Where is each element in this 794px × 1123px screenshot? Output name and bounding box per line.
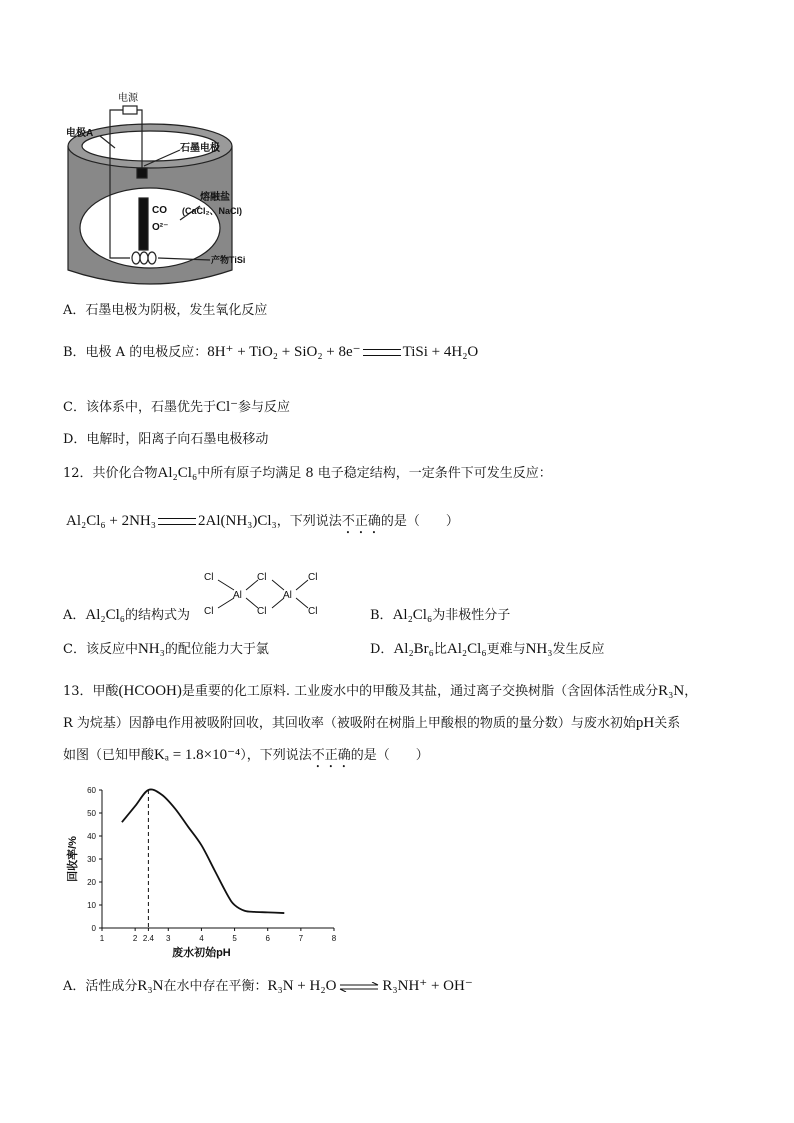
molten-salt-composition: (CaCl₂、NaCl): [182, 206, 243, 216]
q13-r3n: R₃N: [658, 683, 685, 699]
q13-l3-post: 的是（ ）: [350, 748, 429, 763]
q12-d-c2: Al₂Cl₆: [446, 641, 487, 657]
q13-stem-line3: [63, 744, 429, 771]
q12-compound: Al₂Cl₆: [157, 465, 198, 481]
y-tick-label: 60: [87, 786, 96, 795]
q11-b-label: B．电极 A 的电极反应：: [63, 345, 208, 360]
y-tick-label: 50: [87, 809, 96, 818]
q12-option-d: [370, 638, 605, 658]
electrolysis-apparatus: [60, 88, 290, 293]
q13-pre: 13．甲酸: [63, 684, 119, 699]
al-atom: Al: [283, 590, 292, 601]
y-tick-label: 40: [87, 832, 96, 841]
q11-b-rhs: TiSi + 4H₂O: [402, 344, 479, 360]
q13-a-mid: 在水中存在平衡：: [163, 979, 268, 994]
q12-d-mid: 比: [433, 642, 447, 657]
q12-b-pre: B．: [370, 608, 393, 623]
q13-formic: (HCOOH): [118, 683, 182, 699]
x-tick-label: 1: [99, 934, 105, 943]
y-tick-label: 30: [87, 855, 96, 864]
recovery-rate-chart: [62, 782, 352, 962]
q11-option-b: [63, 341, 478, 361]
molten-salt-label: 熔融盐: [200, 192, 230, 203]
q12-c-comp: NH₃: [137, 641, 165, 657]
al2cl6-structure: [200, 568, 330, 620]
q11-c-pre: C．该体系中，石墨优先于: [63, 400, 216, 415]
q13-stem-line2: [63, 712, 680, 732]
q12-d-c1: Al₂Br₆: [393, 641, 434, 657]
q11-b-lhs: 8H⁺ + TiO₂ + SiO₂ + 8e⁻: [207, 344, 361, 360]
q13-l2: R 为烷基）因静电作用被吸附回收，其回收率（被吸附在树脂上甲酸根的物质的量分数）与废水初始: [63, 716, 636, 731]
q12-option-a: [63, 604, 190, 624]
x-tick-label: 2.4: [142, 934, 154, 943]
oxide-ion-label: O²⁻: [152, 222, 169, 233]
q12-a-pre: A．: [63, 608, 86, 623]
q11-c-ion: Cl⁻: [215, 399, 239, 415]
graphite-label: 石墨电极: [180, 143, 220, 154]
cl-atom: Cl: [257, 572, 267, 583]
cl-atom: Cl: [257, 606, 267, 617]
q13-l2-end: 关系: [654, 716, 681, 731]
cl-atom: Cl: [204, 572, 214, 583]
q12-c-post: 的配位能力大于氯: [164, 642, 269, 657]
q13-ph: pH: [635, 715, 655, 731]
y-tick-label: 20: [87, 878, 96, 887]
q12-option-b: [370, 604, 510, 624]
q12-stem: [63, 462, 552, 482]
al-atom: Al: [233, 590, 242, 601]
q13-l3-mid: ），下列说法: [240, 748, 312, 763]
q12-d-pre: D．: [370, 642, 394, 657]
q13-ka: Kₐ = 1.8×10⁻⁴: [154, 747, 241, 763]
q12-ask-pre: ，下列说法: [276, 514, 342, 529]
x-tick-label: 8: [331, 934, 337, 943]
power-label: 电源: [118, 93, 138, 104]
q12-c-pre: C．该反应中: [63, 642, 138, 657]
q13-a-r3n: R₃N: [137, 978, 164, 994]
q12-a-comp: Al₂Cl₆: [85, 607, 126, 623]
equals-sign: [158, 518, 196, 525]
q11-option-c: [63, 396, 290, 416]
electrode-a-label: 电极A: [66, 128, 94, 139]
q13-option-a: [63, 975, 473, 995]
x-tick-label: 2: [132, 934, 138, 943]
q12-ask-post: 的是（ ）: [380, 514, 459, 529]
cl-atom: Cl: [308, 572, 318, 583]
x-tick-label: 5: [232, 934, 237, 943]
q13-emphasis: 不正确: [311, 748, 351, 763]
q13-a-pre: A．活性成分: [63, 979, 138, 994]
chart-x-axis-label: 废水初始pH: [172, 947, 231, 959]
equilibrium-arrow: [338, 982, 380, 992]
co-label: CO: [152, 205, 167, 216]
x-tick-label: 7: [298, 934, 304, 943]
q13-l1-post: 是重要的化工原料. 工业废水中的甲酸及其盐，通过离子交换树脂（含固体活性成分: [181, 684, 659, 699]
q12-d-c3: NH₃: [525, 641, 553, 657]
q12-pre: 12．共价化合物: [63, 466, 158, 481]
x-tick-label: 3: [166, 934, 171, 943]
q12-eq-lhs: Al₂Cl₆ + 2NH₃: [66, 513, 156, 529]
y-tick-label: 10: [87, 901, 96, 910]
q13-l3-pre: 如图（已知甲酸: [63, 748, 155, 763]
q12-equation: [66, 510, 459, 537]
q11-option-a: A．石墨电极为阴极，发生氧化反应: [63, 303, 268, 318]
chart-series-line: [122, 789, 284, 913]
q13-a-lhs: R₃N + H₂O: [267, 978, 337, 994]
q12-a-post: 的结构式为: [125, 608, 191, 623]
q11-c-post: 参与反应: [238, 400, 291, 415]
q13-stem-line1: [63, 680, 697, 700]
y-tick-label: 0: [91, 924, 96, 933]
x-tick-label: 6: [265, 934, 270, 943]
equals-sign: [363, 349, 401, 356]
q13-l1-end: ，: [684, 684, 698, 699]
chart-y-axis-label: 回收率/%: [67, 836, 79, 882]
cl-atom: Cl: [204, 606, 214, 617]
product-label: 产物TiSi: [211, 255, 246, 265]
q12-d-mid2: 更难与: [486, 642, 526, 657]
q12-option-c: [63, 638, 269, 658]
q12-b-post: 为非极性分子: [432, 608, 511, 623]
cl-atom: Cl: [308, 606, 318, 617]
q12-d-post: 发生反应: [552, 642, 605, 657]
q12-eq-rhs: 2Al(NH₃)Cl₃: [198, 513, 277, 529]
q11-option-d: D．电解时，阳离子向石墨电极移动: [63, 432, 269, 447]
q12-ask-emphasis: 不正确: [341, 514, 381, 529]
q12-b-comp: Al₂Cl₆: [392, 607, 433, 623]
chart-axes: [102, 790, 334, 928]
q12-post: 中所有原子均满足 8 电子稳定结构，一定条件下可发生反应：: [197, 466, 552, 481]
q13-a-rhs: R₃NH⁺ + OH⁻: [382, 978, 473, 994]
x-tick-label: 4: [199, 934, 204, 943]
